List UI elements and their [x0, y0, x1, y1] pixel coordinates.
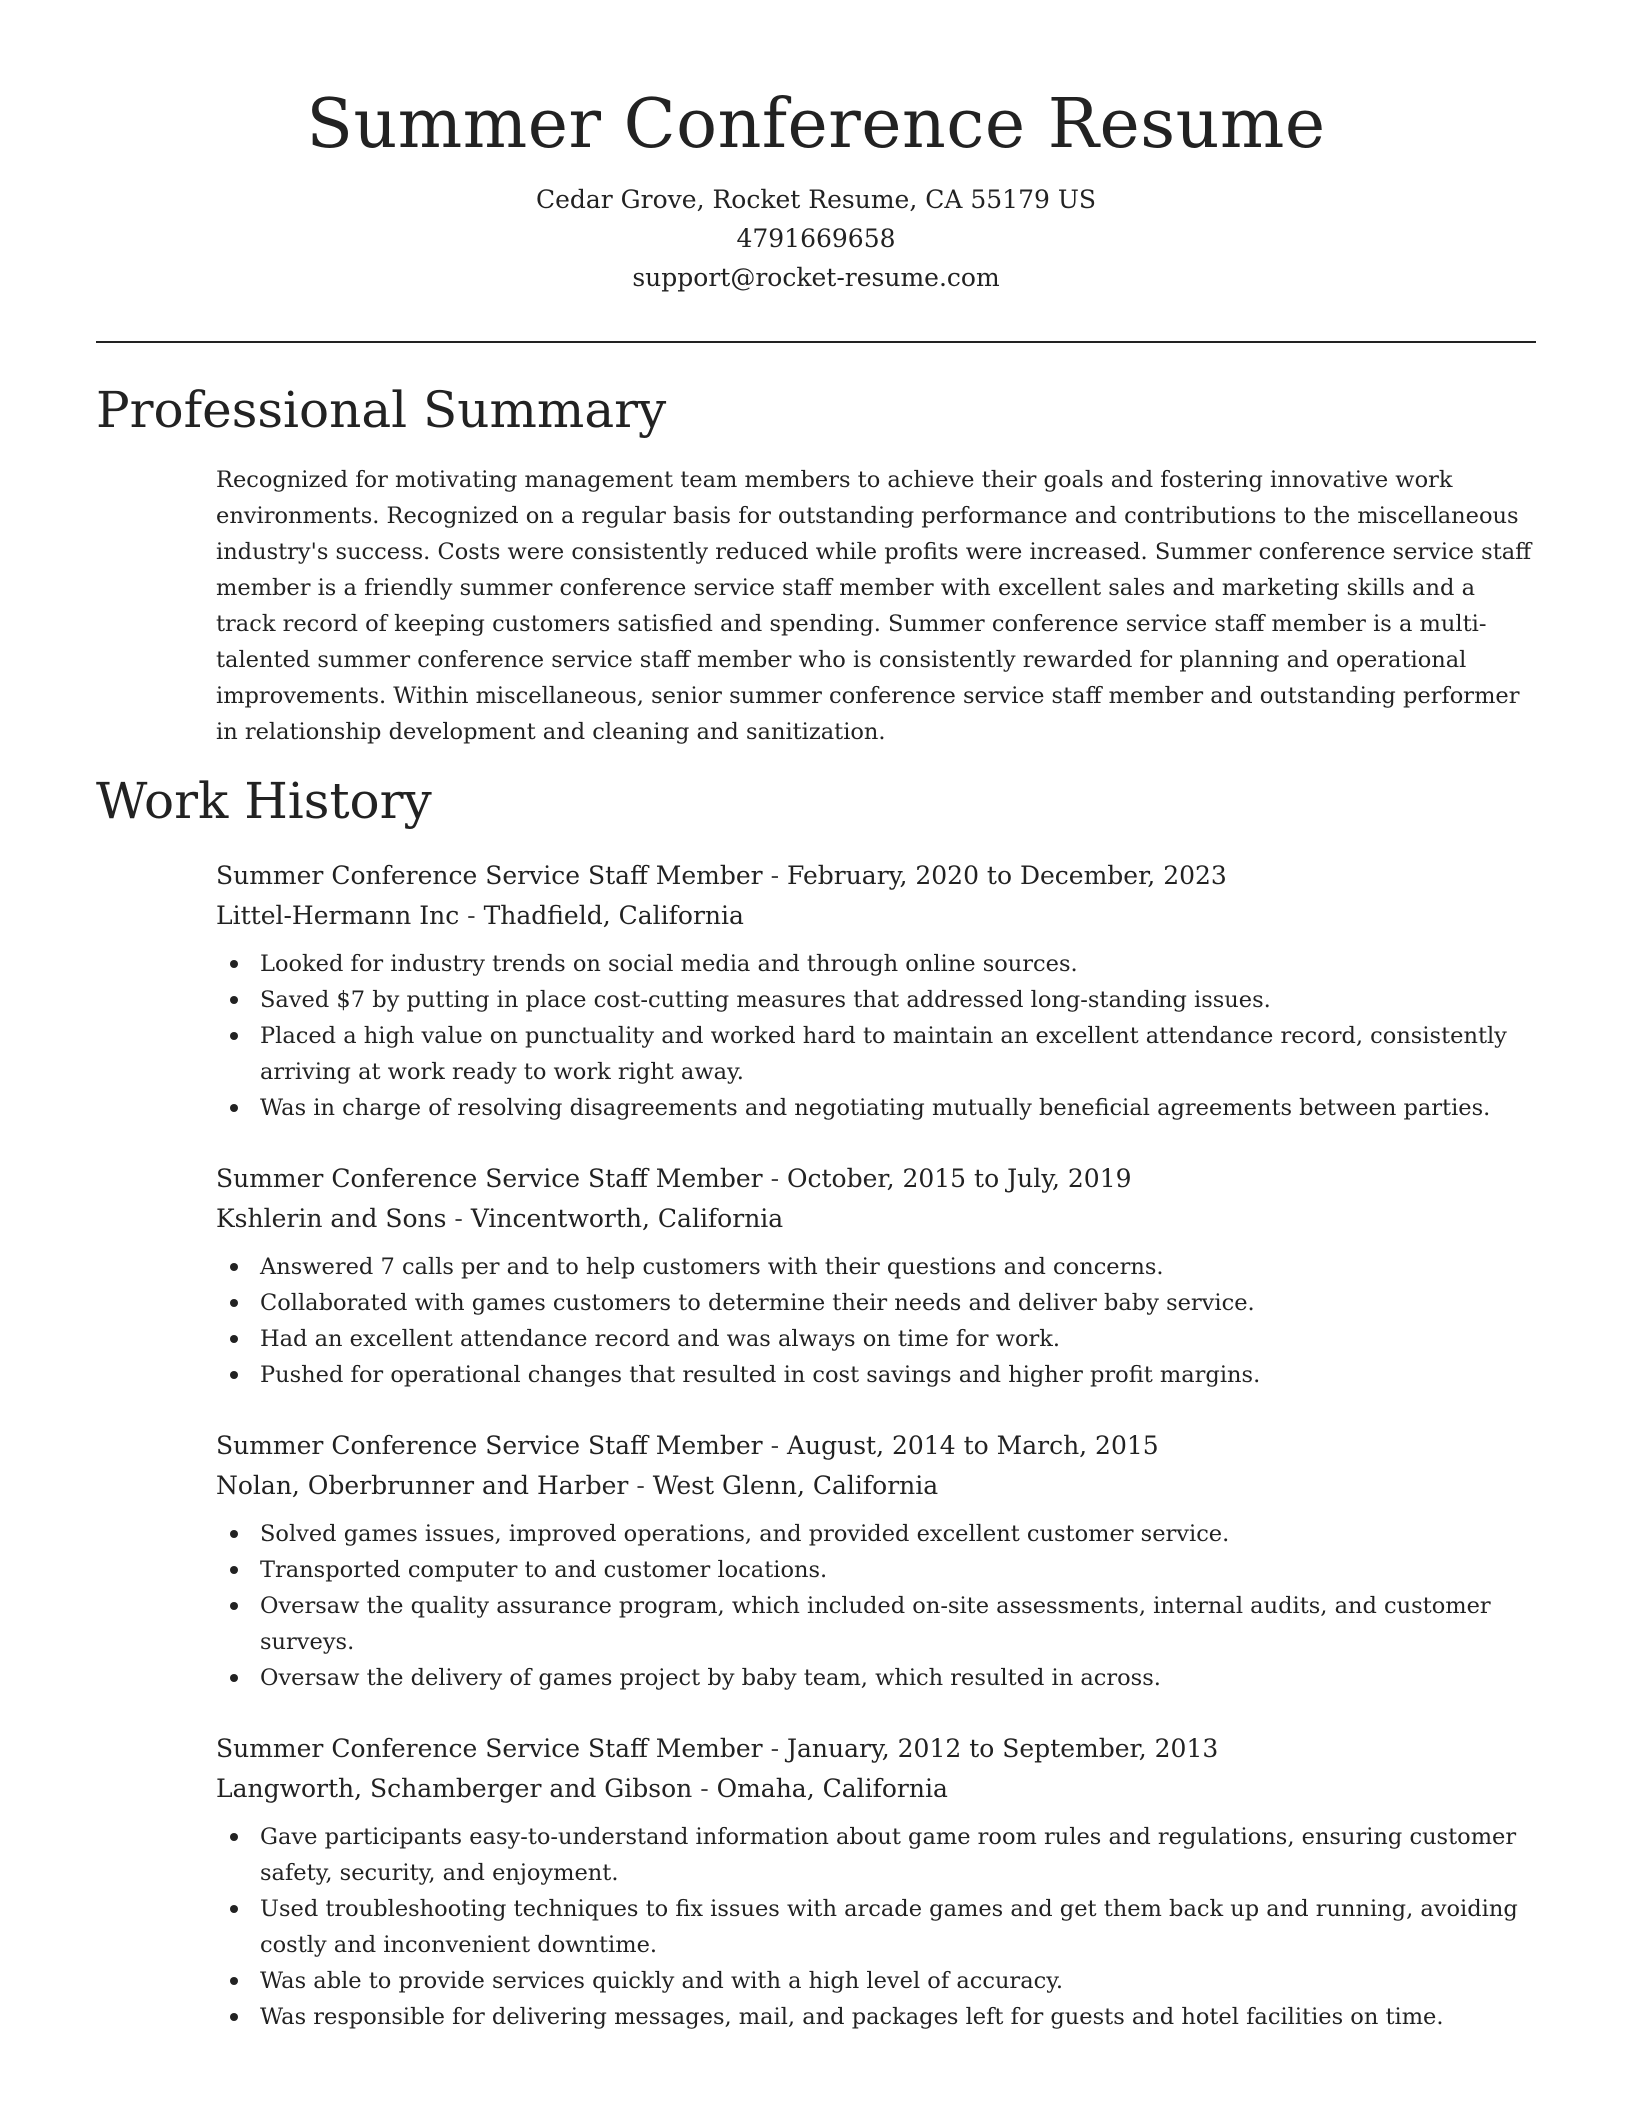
job-bullets: [216, 1516, 1536, 1696]
job-location: West Glenn, California: [652, 1471, 939, 1500]
work-history-heading: Work History: [96, 772, 432, 830]
job-title-line: Summer Conference Service Staff Member - January, 2012 to September, 2013: [216, 1734, 1219, 1763]
list-item: [216, 1819, 1536, 1891]
job-company-line: Nolan, Oberbrunner and Harber - West Glenn, California: [216, 1471, 939, 1500]
bullet-icon: [230, 996, 238, 1004]
bullet-icon: [230, 1602, 238, 1610]
bullet-text: Gave participants easy-to-understand information about game room rules and regulations, ensuring customer safety, security, and enjoyment.: [260, 1824, 1517, 1886]
bullet-text: Answered 7 calls per and to help customers with their questions and concerns.: [260, 1254, 1164, 1280]
summary-heading: Professional Summary: [96, 381, 667, 439]
job-company: Kshlerin and Sons: [216, 1204, 447, 1233]
job-company-line: Langworth, Schamberger and Gibson - Omaha, California: [216, 1774, 948, 1803]
email: support@rocket-resume.com: [632, 263, 1000, 292]
list-item: [216, 1516, 1536, 1552]
summary-text: Recognized for motivating management team members to achieve their goals and fostering innovative work environments. Recognized on a regular basis for outstanding performance and contributions to the miscellaneous industry's success. Costs were consistently reduced while profits were increased. Summer conference service staff member is a friendly summer conference service staff member with excellent sales and marketing skills and a track record of keeping customers satisfied and spending. Summer conference service staff member is a multi-talented summer conference service staff member who is consistently rewarded for planning and operational improvements. Within miscellaneous, senior summer conference service staff member and outstanding performer in relationship development and cleaning and sanitization.: [216, 467, 1532, 745]
resume-header: [0, 80, 1632, 297]
bullet-text: Collaborated with games customers to determine their needs and deliver baby service.: [260, 1290, 1255, 1316]
job-location: Vincentworth, California: [470, 1204, 784, 1233]
list-item: [216, 1588, 1536, 1660]
job-location: Thadfield, California: [483, 901, 744, 930]
phone: 4791669658: [736, 224, 896, 253]
bullet-icon: [230, 1530, 238, 1538]
list-item: [216, 946, 1536, 982]
bullet-icon: [230, 1833, 238, 1841]
list-item: [216, 1552, 1536, 1588]
address: Cedar Grove, Rocket Resume, CA 55179 US: [535, 185, 1097, 214]
job-entry: [216, 856, 1536, 1126]
bullet-icon: [230, 1371, 238, 1379]
job-entry: [216, 1426, 1536, 1696]
bullet-text: Solved games issues, improved operations, and provided excellent customer service.: [260, 1521, 1230, 1547]
bullet-icon: [230, 1299, 238, 1307]
job-dates: October, 2015 to July, 2019: [786, 1164, 1132, 1193]
job-company-line: Littel-Hermann Inc - Thadfield, California: [216, 901, 744, 930]
job-role: Summer Conference Service Staff Member: [216, 1431, 763, 1460]
header-divider: [96, 341, 1536, 343]
job-dates: August, 2014 to March, 2015: [786, 1431, 1159, 1460]
bullet-text: Was able to provide services quickly and with a high level of accuracy.: [260, 1968, 1064, 1994]
bullet-icon: [230, 1674, 238, 1682]
bullet-text: Pushed for operational changes that resulted in cost savings and higher profit margins.: [260, 1362, 1261, 1388]
bullet-icon: [230, 1566, 238, 1574]
job-dates: February, 2020 to December, 2023: [786, 861, 1227, 890]
bullet-text: Was responsible for delivering messages, mail, and packages left for guests and hotel facilities on time.: [260, 2004, 1444, 2030]
list-item: [216, 982, 1536, 1018]
bullet-icon: [230, 1104, 238, 1112]
bullet-text: Was in charge of resolving disagreements and negotiating mutually beneficial agreements between parties.: [260, 1095, 1491, 1121]
job-dates: January, 2012 to September, 2013: [786, 1734, 1219, 1763]
bullet-text: Saved $7 by putting in place cost-cutting measures that addressed long-standing issues.: [260, 987, 1271, 1013]
job-title-line: Summer Conference Service Staff Member - February, 2020 to December, 2023: [216, 861, 1227, 890]
job-role: Summer Conference Service Staff Member: [216, 1734, 763, 1763]
job-title-line: Summer Conference Service Staff Member - October, 2015 to July, 2019: [216, 1164, 1132, 1193]
job-entry: [216, 1729, 1536, 2035]
bullet-icon: [230, 1263, 238, 1271]
list-item: [216, 1357, 1536, 1393]
bullet-text: Looked for industry trends on social media and through online sources.: [260, 951, 1078, 977]
list-item: [216, 1891, 1536, 1963]
job-company-line: Kshlerin and Sons - Vincentworth, California: [216, 1204, 784, 1233]
list-item: [216, 1285, 1536, 1321]
work-history-list: [216, 856, 1536, 2068]
bullet-text: Transported computer to and customer locations.: [260, 1557, 828, 1583]
job-bullets: [216, 1819, 1536, 2035]
job-company: Langworth, Schamberger and Gibson: [216, 1774, 693, 1803]
list-item: [216, 1963, 1536, 1999]
list-item: [216, 1999, 1536, 2035]
resume-title: Summer Conference Resume: [306, 85, 1326, 164]
bullet-icon: [230, 1905, 238, 1913]
bullet-text: Oversaw the quality assurance program, which included on-site assessments, internal audits, and customer surveys.: [260, 1593, 1491, 1655]
bullet-text: Placed a high value on punctuality and worked hard to maintain an excellent attendance record, consistently arriving at work ready to work right away.: [260, 1023, 1507, 1085]
job-company: Littel-Hermann Inc: [216, 901, 460, 930]
job-location: Omaha, California: [716, 1774, 948, 1803]
job-company: Nolan, Oberbrunner and Harber: [216, 1471, 629, 1500]
job-role: Summer Conference Service Staff Member: [216, 861, 763, 890]
list-item: [216, 1321, 1536, 1357]
job-role: Summer Conference Service Staff Member: [216, 1164, 763, 1193]
bullet-icon: [230, 960, 238, 968]
contact-info: [0, 180, 1632, 297]
list-item: [216, 1249, 1536, 1285]
job-entry: [216, 1159, 1536, 1393]
bullet-icon: [230, 2013, 238, 2021]
bullet-icon: [230, 1335, 238, 1343]
list-item: [216, 1018, 1536, 1090]
bullet-text: Oversaw the delivery of games project by baby team, which resulted in across.: [260, 1665, 1161, 1691]
bullet-text: Used troubleshooting techniques to fix issues with arcade games and get them back up and running, avoiding costly and inconvenient downtime.: [260, 1896, 1518, 1958]
bullet-text: Had an excellent attendance record and was always on time for work.: [260, 1326, 1061, 1352]
job-bullets: [216, 1249, 1536, 1393]
job-bullets: [216, 946, 1536, 1126]
list-item: [216, 1660, 1536, 1696]
bullet-icon: [230, 1977, 238, 1985]
job-title-line: Summer Conference Service Staff Member - August, 2014 to March, 2015: [216, 1431, 1159, 1460]
list-item: [216, 1090, 1536, 1126]
bullet-icon: [230, 1032, 238, 1040]
